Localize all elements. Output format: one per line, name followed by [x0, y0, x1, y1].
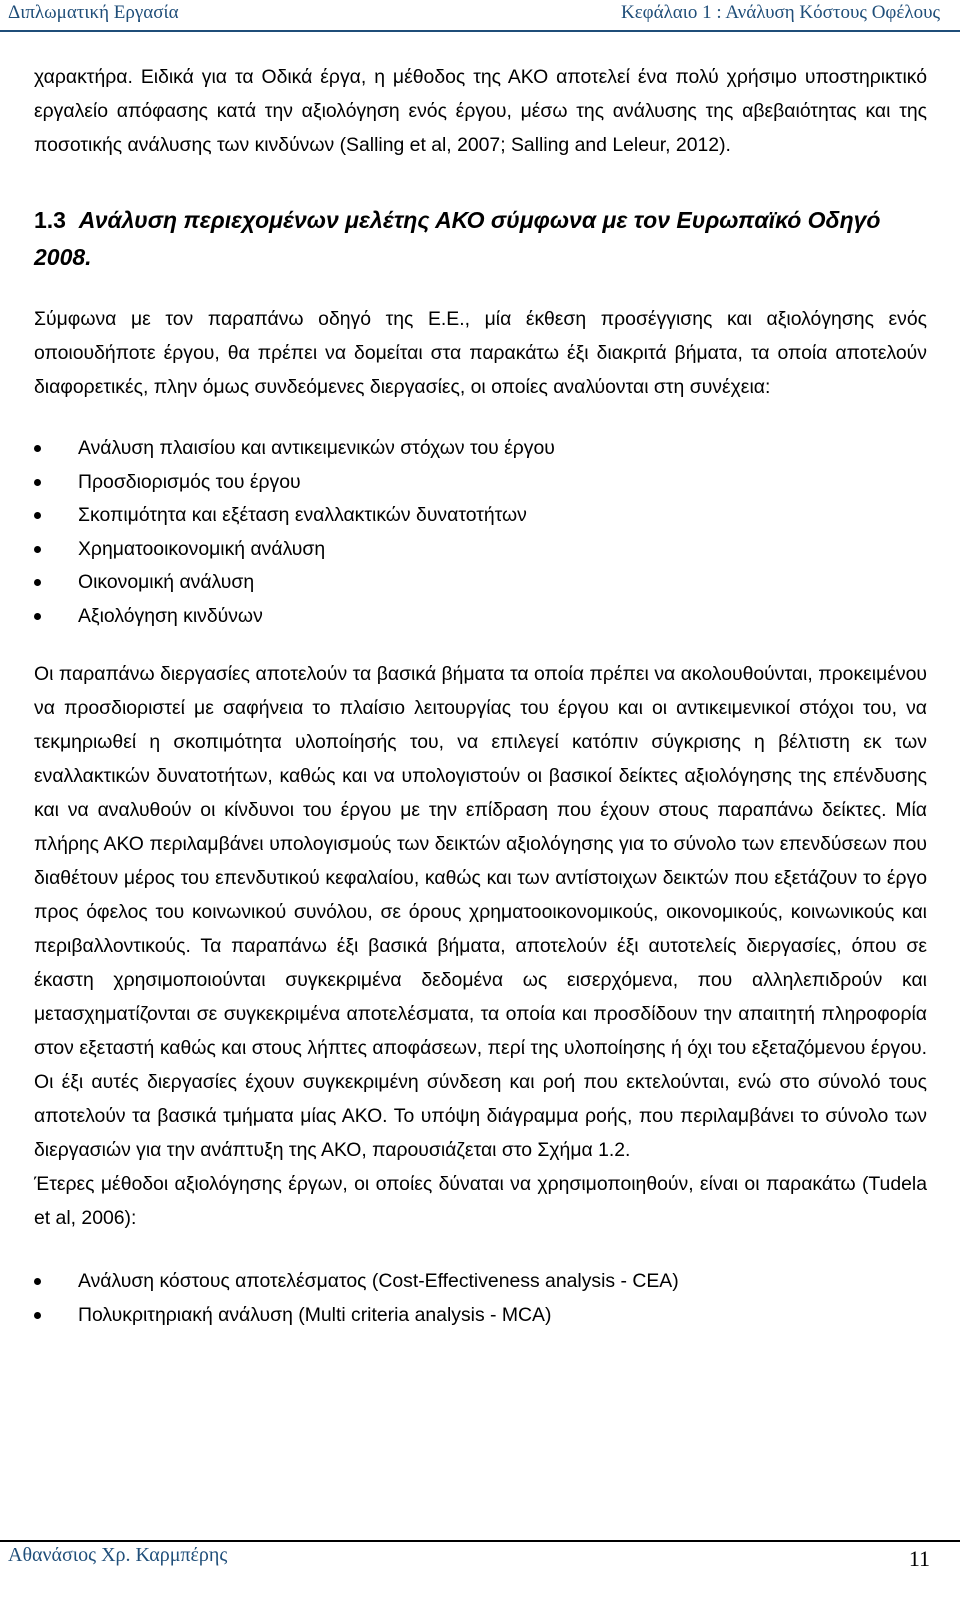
bullet-icon — [34, 1278, 41, 1285]
bullet-icon — [34, 512, 41, 519]
bullet-icon — [34, 479, 41, 486]
footer-author: Αθανάσιος Χρ. Καρμπέρης — [8, 1544, 228, 1566]
bullet-icon — [34, 579, 41, 586]
header-rule — [0, 30, 960, 32]
page-footer — [0, 1530, 960, 1617]
page-number: 11 — [908, 1546, 930, 1571]
list-item: Ανάλυση πλαισίου και αντικειμενικών στόχων του έργου — [34, 432, 927, 466]
list-item: Πολυκριτηριακή ανάλυση (Multi criteria analysis - MCA) — [34, 1299, 927, 1333]
header-document-type: Διπλωματική Εργασία — [8, 2, 179, 23]
list-item: Ανάλυση κόστους αποτελέσματος (Cost-Effectiveness analysis - CEA) — [34, 1265, 927, 1299]
bullet-icon — [34, 1312, 41, 1319]
bullet-icon — [34, 546, 41, 553]
list-item: Προσδιορισμός του έργου — [34, 466, 927, 500]
methods-list — [34, 1265, 927, 1332]
header-chapter-title: Κεφάλαιο 1 : Ανάλυση Κόστους Οφέλους — [620, 2, 940, 23]
page-content — [34, 60, 927, 1332]
bullet-icon — [34, 445, 41, 452]
list-item: Οικονομική ανάλυση — [34, 566, 927, 600]
paragraph-other-methods: Έτερες μέθοδοι αξιολόγησης έργων, οι οποίες δύναται να χρησιμοποιηθούν, είναι οι παρακάτω (Tudela et al, 2006): — [34, 1173, 927, 1229]
list-item: Αξιολόγηση κινδύνων — [34, 600, 927, 634]
section-heading — [34, 202, 927, 276]
paragraph-steps-description: Οι παραπάνω διεργασίες αποτελούν τα βασικά βήματα τα οποία πρέπει να ακολουθούνται, προκειμένου να προσδιοριστεί με σαφήνεια το πλαίσιο λειτουργίας του έργου και οι αντικειμενικοί στόχοι του, να τεκμηριωθεί η σκοπιμότητα υλοποίησής του, να επιλεγεί κατόπιν σύγκρισης η βέλτιστη εκ των εναλλακτικών δυνατοτήτων, καθώς και να υπολογιστούν οι βασικοί δείκτες αξιολόγησης της επένδυσης και να αναλυθούν οι κίνδυνοι του έργου με την επίδραση που έχουν στους παραπάνω δείκτες. Μία πλήρης ΑΚΟ περιλαμβάνει υπολογισμούς των δεικτών αξιολόγησης για το σύνολο των επενδύσεων που διαθέτουν μέρος του επενδυτικού κεφαλαίου, καθώς και των αντίστοιχων δεικτών που εξετάζουν το έργο προς όφελος του κοινωνικού συνόλου, σε όρους χρηματοοικονομικούς, οικονομικούς, κοινωνικούς και περιβαλλοντικούς. Τα παραπάνω έξι βασικά βήματα, αποτελούν έξι αυτοτελείς διεργασίες, όπου σε έκαστη χρησιμοποιούνται συγκεκριμένα δεδομένα ως εισερχόμενα, που αλληλεπιδρούν και μετασχηματίζονται σε συγκεκριμένα αποτελέσματα, τα οποία και προσδίδουν την απαιτητή πληροφορία στον εξεταστή καθώς και στους λήπτες αποφάσεων, περί της υλοποίησης ή όχι του εξεταζόμενου έργου. Οι έξι αυτές διεργασίες έχουν συγκεκριμένη σύνδεση και ροή που εκτελούνται, ενώ στο σύνολό τους αποτελούν τα βασικά τμήματα μίας ΑΚΟ. Το υπόψη διάγραμμα ροής, που περιλαμβάνει το σύνολο των διεργασιών για την ανάπτυξη της ΑΚΟ, παρουσιάζεται στο Σχήμα 1.2. — [34, 663, 927, 1161]
section-number: 1.3 — [34, 207, 66, 233]
paragraph-intro: χαρακτήρα. Ειδικά για τα Οδικά έργα, η μέθοδος της ΑΚΟ αποτελεί ένα πολύ χρήσιμο υποστηρικτικό εργαλείο απόφασης κατά την αξιολόγηση ενός έργου, μέσω της ανάλυσης της αβεβαιότητας και της ποσοτικής ανάλυσης των κινδύνων (Salling et al, 2007; Salling and Leleur, 2012). — [34, 66, 927, 156]
steps-list — [34, 432, 927, 633]
list-item: Χρηματοοικονομική ανάλυση — [34, 533, 927, 567]
footer-rule — [0, 1540, 960, 1542]
section-title: Ανάλυση περιεχομένων μελέτης ΑΚΟ σύμφωνα με τον Ευρωπαϊκό Οδηγό 2008. — [34, 207, 881, 270]
list-item: Σκοπιμότητα και εξέταση εναλλακτικών δυνατοτήτων — [34, 499, 927, 533]
bullet-icon — [34, 613, 41, 620]
page-header — [0, 0, 960, 40]
paragraph-steps-intro: Σύμφωνα με τον παραπάνω οδηγό της Ε.Ε., μία έκθεση προσέγγισης και αξιολόγησης ενός οποιουδήποτε έργου, θα πρέπει να δομείται στα παρακάτω έξι διακριτά βήματα, τα οποία αποτελούν διαφορετικές, πλην όμως συνδεόμενες διεργασίες, οι οποίες αναλύονται στη συνέχεια: — [34, 308, 927, 398]
